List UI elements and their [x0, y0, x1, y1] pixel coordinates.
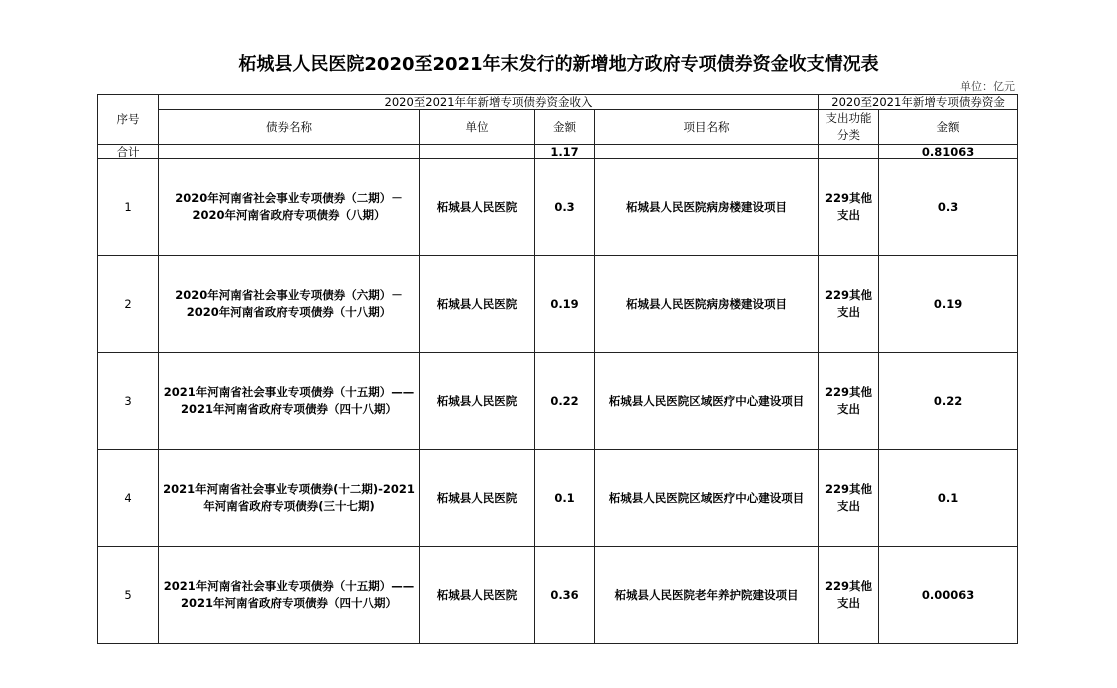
total-row: [98, 145, 1018, 159]
table-row: [98, 353, 1018, 450]
row-seq: 3: [98, 353, 159, 450]
header-amount: 金额: [535, 110, 595, 145]
row-unit: 柘城县人民医院: [420, 159, 535, 256]
row-bond-name: 2021年河南省社会事业专项债券（十五期）——2021年河南省政府专项债券（四十八期）: [159, 547, 420, 644]
row-unit: 柘城县人民医院: [420, 256, 535, 353]
row-amount: 0.36: [535, 547, 595, 644]
total-expense-amount: 0.81063: [879, 145, 1018, 159]
row-exp-amount: 0.1: [879, 450, 1018, 547]
header-project: 项目名称: [595, 110, 819, 145]
row-bond-name: 2020年河南省社会事业专项债券（二期）－2020年河南省政府专项债券（八期）: [159, 159, 420, 256]
row-bond-name: 2021年河南省社会事业专项债券（十五期）——2021年河南省政府专项债券（四十八期）: [159, 353, 420, 450]
header-bond-name: 债券名称: [159, 110, 420, 145]
row-amount: 0.1: [535, 450, 595, 547]
header-unit: 单位: [420, 110, 535, 145]
row-bond-name: 2021年河南省社会事业专项债券(十二期)-2021年河南省政府专项债券(三十七期): [159, 450, 420, 547]
row-project: 柘城县人民医院病房楼建设项目: [595, 256, 819, 353]
row-project: 柘城县人民医院区域医疗中心建设项目: [595, 353, 819, 450]
row-seq: 4: [98, 450, 159, 547]
row-exp-amount: 0.19: [879, 256, 1018, 353]
row-exp-amount: 0.3: [879, 159, 1018, 256]
row-seq: 5: [98, 547, 159, 644]
row-amount: 0.3: [535, 159, 595, 256]
row-exp-amount: 0.22: [879, 353, 1018, 450]
row-func-class: 229其他支出: [819, 547, 879, 644]
row-bond-name: 2020年河南省社会事业专项债券（六期）－2020年河南省政府专项债券（十八期）: [159, 256, 420, 353]
total-label: 合计: [98, 145, 159, 159]
table-row: [98, 159, 1018, 256]
row-amount: 0.19: [535, 256, 595, 353]
row-seq: 2: [98, 256, 159, 353]
page-title: 柘城县人民医院2020至2021年末发行的新增地方政府专项债券资金收支情况表: [238, 54, 879, 75]
row-exp-amount: 0.00063: [879, 547, 1018, 644]
row-unit: 柘城县人民医院: [420, 353, 535, 450]
row-func-class: 229其他支出: [819, 450, 879, 547]
header-seq: 序号: [98, 95, 159, 145]
unit-note: 单位：亿元: [960, 80, 1015, 93]
row-func-class: 229其他支出: [819, 353, 879, 450]
total-income-amount: 1.17: [535, 145, 595, 159]
table-row: [98, 450, 1018, 547]
header-row-columns: [98, 110, 1018, 145]
header-expense-group: 2020至2021年新增专项债券资金: [819, 95, 1018, 110]
header-exp-amount: 金额: [879, 110, 1018, 145]
table-row: [98, 547, 1018, 644]
row-project: 柘城县人民医院老年养护院建设项目: [595, 547, 819, 644]
row-seq: 1: [98, 159, 159, 256]
row-func-class: 229其他支出: [819, 159, 879, 256]
table-row: [98, 256, 1018, 353]
header-func-class: 支出功能分类: [819, 110, 879, 145]
row-unit: 柘城县人民医院: [420, 450, 535, 547]
row-project: 柘城县人民医院病房楼建设项目: [595, 159, 819, 256]
fund-table: [97, 94, 1018, 644]
header-income-group: 2020至2021年年新增专项债券资金收入: [159, 95, 819, 110]
row-project: 柘城县人民医院区域医疗中心建设项目: [595, 450, 819, 547]
row-func-class: 229其他支出: [819, 256, 879, 353]
header-row-group: [98, 95, 1018, 110]
row-amount: 0.22: [535, 353, 595, 450]
row-unit: 柘城县人民医院: [420, 547, 535, 644]
